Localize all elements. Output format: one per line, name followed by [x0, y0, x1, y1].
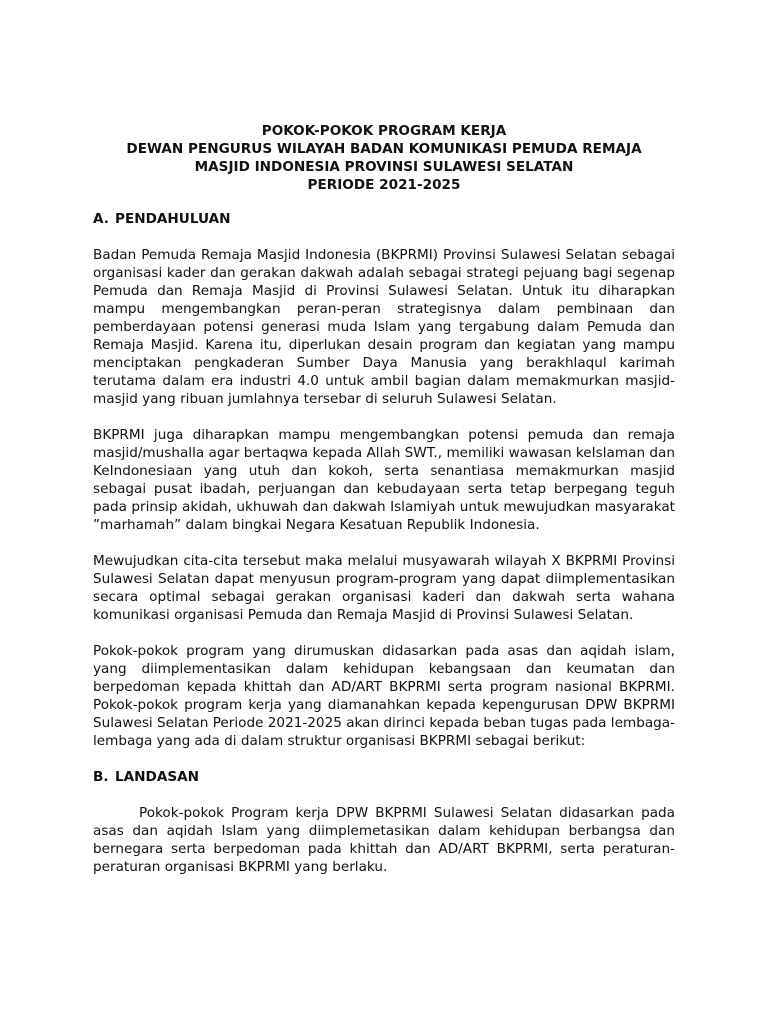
paragraph: Pokok-pokok Program kerja DPW BKPRMI Sulawesi Selatan didasarkan pada asas dan aqidah Islam yang diimplemetasikan dalam kehidupan berbangsa dan bernegara serta berpedoman pada khittah dan AD/ART BKPRMI, serta peraturan-peraturan organisasi BKPRMI yang berlaku. — [93, 805, 675, 875]
section-heading-pendahuluan — [93, 210, 675, 228]
section-title: LANDASAN — [115, 769, 200, 785]
paragraph: Mewujudkan cita-cita tersebut maka melalui musyawarah wilayah X BKPRMI Provinsi Sulawesi Selatan dapat menyusun program-program yang dapat diimplementasikan secara optimal sebagai gerakan organisasi kaderi dan dakwah serta wahana komunikasi organisasi Pemuda dan Remaja Masjid di Provinsi Sulawesi Selatan. — [93, 553, 675, 623]
section-title: PENDAHULUAN — [115, 211, 231, 227]
section-heading-landasan — [93, 768, 675, 786]
paragraph: BKPRMI juga diharapkan mampu mengembangkan potensi pemuda dan remaja masjid/mushalla agar bertaqwa kepada Allah SWT., memiliki wawasan keIslaman dan KeIndonesiaan yang utuh dan kokoh, serta senantiasa memakmurkan masjid sebagai pusat ibadah, perjuangan dan kebudayaan serta tetap berpegang teguh pada prinsip akidah, ukhuwah dan dakwah Islamiyah untuk mewujudkan masyarakat ”marhamah” dalam bingkai Negara Kesatuan Republik Indonesia. — [93, 427, 675, 533]
paragraph: Badan Pemuda Remaja Masjid Indonesia (BKPRMI) Provinsi Sulawesi Selatan sebagai organisasi kader dan gerakan dakwah adalah sebagai strategi pejuang bagi segenap Pemuda dan Remaja Masjid di Provinsi Sulawesi Selatan. Untuk itu diharapkan mampu mengembangkan peran-peran strategisnya dalam pembinaan dan pemberdayaan potensi generasi muda Islam yang tergabung dalam Pemuda dan Remaja Masjid. Karena itu, diperlukan desain program dan kegiatan yang mampu menciptakan pengkaderan Sumber Daya Manusia yang berakhlaqul karimah terutama dalam era industri 4.0 untuk ambil bagian dalam memakmurkan masjid-masjid yang ribuan jumlahnya tersebar di seluruh Sulawesi Selatan. — [93, 247, 675, 407]
paragraph: Pokok-pokok program yang dirumuskan didasarkan pada asas dan aqidah islam, yang diimplementasikan dalam kehidupan kebangsaan dan keumatan dan berpedoman kepada khittah dan AD/ART BKPRMI serta program nasional BKPRMI. Pokok-pokok program kerja yang diamanahkan kepada kepengurusan DPW BKPRMI Sulawesi Selatan Periode 2021-2025 akan dirinci kepada beban tugas pada lembaga-lembaga yang ada di dalam struktur organisasi BKPRMI sebagai berikut: — [93, 643, 676, 749]
section-number: B. — [93, 769, 109, 785]
title-line: DEWAN PENGURUS WILAYAH BADAN KOMUNIKASI PEMUDA REMAJA — [126, 141, 642, 157]
title-line: PERIODE 2021-2025 — [307, 177, 461, 193]
section-number: A. — [93, 211, 109, 227]
title-line: POKOK-POKOK PROGRAM KERJA — [261, 123, 507, 139]
document-title — [93, 122, 675, 194]
title-line: MASJID INDONESIA PROVINSI SULAWESI SELATAN — [194, 159, 574, 175]
document-page — [93, 122, 675, 894]
